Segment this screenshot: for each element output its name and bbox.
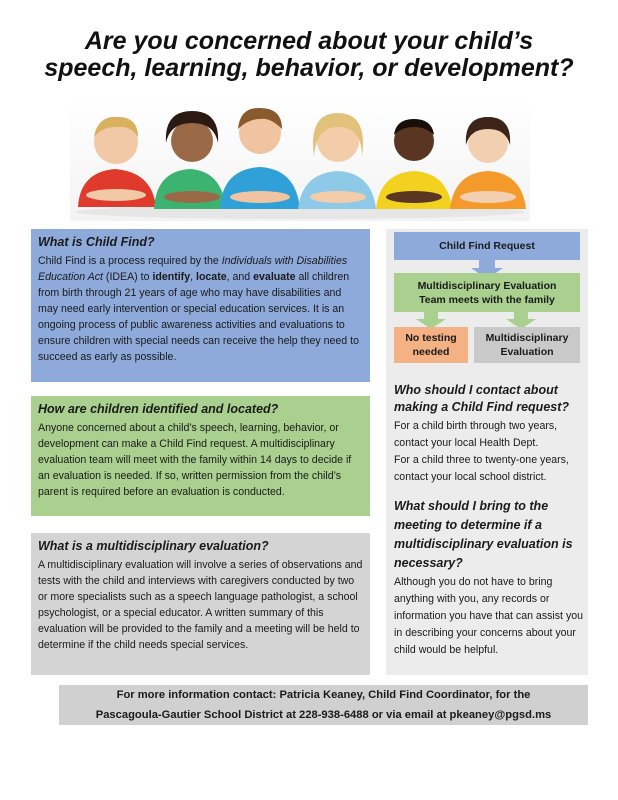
title-line-1: Are you concerned about your child’s <box>84 27 534 55</box>
sidebar <box>386 229 588 675</box>
section-heading: What is a multidisciplinary evaluation? <box>38 539 269 553</box>
bring-section <box>394 497 586 659</box>
section-heading: What should I bring to the meeting to determine if a multidisciplinary evaluation is necessary? <box>394 499 573 570</box>
section-heading: Who should I contact about making a Child Find request? <box>394 383 570 414</box>
contact-infant: For a child birth through two years, contact your local Health Dept. <box>394 420 558 449</box>
title-line-2: speech, learning, behavior, or development? <box>44 54 574 82</box>
contact-footer <box>59 685 588 725</box>
children-photo <box>70 97 530 221</box>
what-is-child-find-section <box>31 229 370 382</box>
section-body: Child Find is a process required by the Individuals with Disabilities Education Act (IDEA) to identify, locate, and evaluate all children from birth through 21 years of age who may have disabilities and may need early intervention or special education services. It is an ongoing process of public awareness activities and evaluations to ensure children with special needs can receive the help they need to succeed as early as possible. <box>38 255 359 363</box>
identified-section <box>31 396 370 516</box>
section-heading: How are children identified and located? <box>38 402 279 416</box>
flow-request-box: Child Find Request <box>394 232 580 260</box>
footer-line-2: Pascagoula-Gautier School District at 228-938-6488 or via email at pkeaney@pgsd.ms <box>95 709 552 721</box>
section-body: A multidisciplinary evaluation will involve a series of observations and tests with the child and interviews with caregivers conducted by two or more specialists such as a speech language pathologist, a school psychologist, or a special educator. A written summary of this evaluation will be provided to the family and a meeting will be held to determine if the child needs special services. <box>38 559 363 651</box>
children-photo-icon <box>70 97 530 221</box>
contact-school: For a child three to twenty-one years, contact your local school district. <box>394 454 569 483</box>
flow-evaluation-box: Multidisciplinary Evaluation <box>474 327 580 363</box>
section-body: Anyone concerned about a child’s speech, learning, behavior, or development can make a Child Find request. A multidisciplinary evaluation team will meet with the family within 14 days to decide if an evaluation is needed. If so, written permission from the child’s parent is required before an evaluation is conducted. <box>38 422 352 498</box>
flow-meeting-box: Multidisciplinary Evaluation Team meets with the family <box>394 273 580 312</box>
section-body: Although you do not have to bring anything with you, any records or information you have that can assist you in describing your concerns about your child would be helpful. <box>394 576 584 656</box>
flow-no-testing-box: No testing needed <box>394 327 468 363</box>
page-title <box>0 28 618 82</box>
contact-section <box>394 382 586 486</box>
evaluation-section <box>31 533 370 675</box>
section-heading: What is Child Find? <box>38 235 155 249</box>
footer-line-1: For more information contact: Patricia Keaney, Child Find Coordinator, for the <box>116 689 531 701</box>
